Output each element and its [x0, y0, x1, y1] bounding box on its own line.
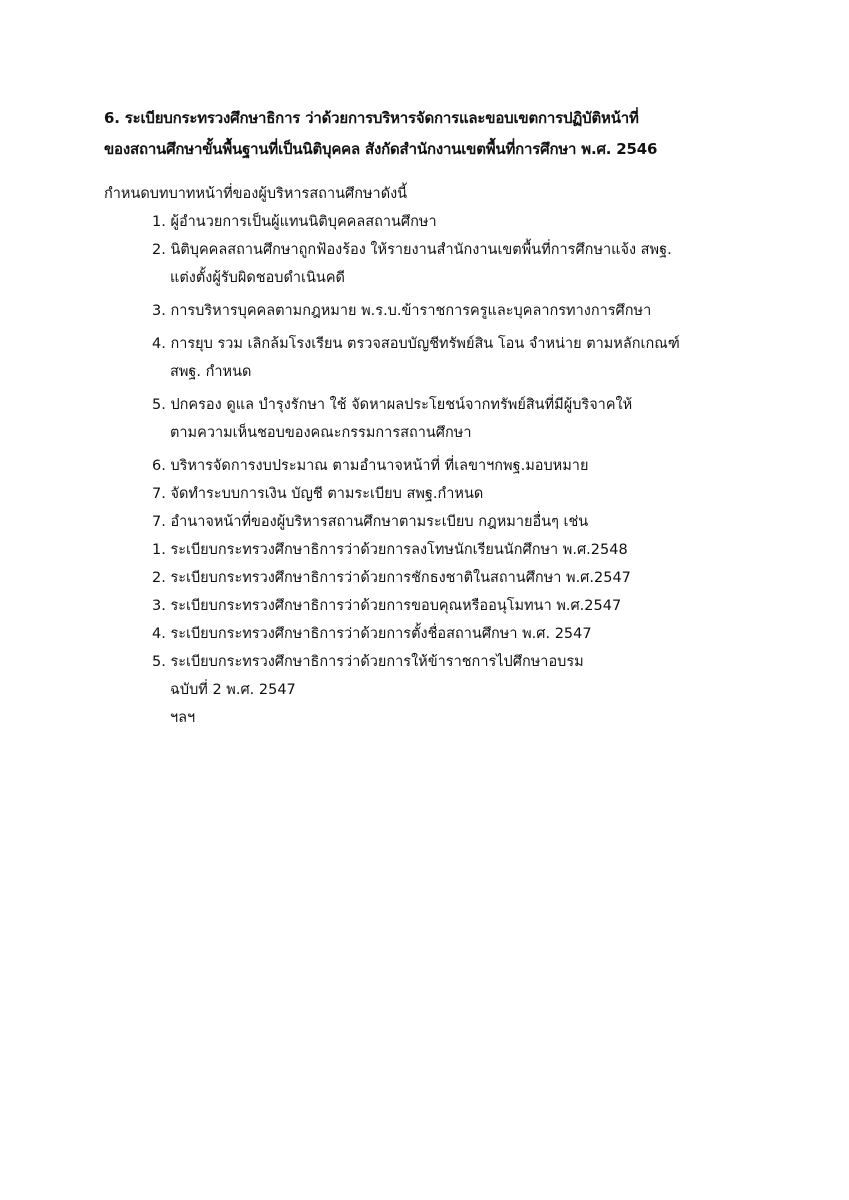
list-item — [152, 620, 812, 648]
list-item-text: 5. ปกครอง ดูแล บำรุงรักษา ใช้ จัดหาผลประโยชน์จากทรัพย์สินที่มีผู้บริจาคให้ — [152, 397, 633, 413]
list-item — [152, 592, 812, 620]
list-item-text: 7. จัดทำระบบการเงิน บัญชี ตามระเบียบ สพฐ.กำหนด — [152, 486, 484, 502]
list-item-continuation: ตามความเห็นชอบของคณะกรรมการสถานศึกษา — [170, 425, 472, 441]
list-item — [152, 452, 812, 480]
list-item — [152, 236, 812, 292]
list-item-text: 3. ระเบียบกระทรวงศึกษาธิการว่าด้วยการขอบคุณหรืออนุโมทนา พ.ศ.2547 — [152, 598, 622, 614]
list-item — [152, 297, 812, 325]
list-item-text: 7. อำนาจหน้าที่ของผู้บริหารสถานศึกษาตามระเบียบ กฎหมายอื่นๆ เช่น — [152, 514, 589, 530]
list-item-text: 4. การยุบ รวม เลิกล้มโรงเรียน ตรวจสอบบัญชีทรัพย์สิน โอน จำหน่าย ตามหลักเกณฑ์ — [152, 336, 680, 352]
duties-list — [152, 208, 812, 732]
list-item-text: 2. นิติบุคคลสถานศึกษาถูกฟ้องร้อง ให้รายงานสำนักงานเขตพื้นที่การศึกษาแจ้ง สพฐ. — [152, 242, 672, 258]
list-item — [152, 508, 812, 536]
list-item — [152, 536, 812, 564]
list-item-text: 5. ระเบียบกระทรวงศึกษาธิการว่าด้วยการให้ข้าราชการไปศึกษาอบรม — [152, 654, 584, 670]
list-item — [152, 208, 812, 236]
list-item-continuation: ฉบับที่ 2 พ.ศ. 2547 — [170, 682, 296, 698]
title-line-2: ของสถานศึกษาขั้นพื้นฐานที่เป็นนิติบุคคล สังกัดสำนักงานเขตพื้นที่การศึกษา พ.ศ. 2546 — [104, 140, 658, 158]
list-item-text: 2. ระเบียบกระทรวงศึกษาธิการว่าด้วยการชักธงชาติในสถานศึกษา พ.ศ.2547 — [152, 570, 631, 586]
list-item-continuation: สพฐ. กำหนด — [170, 364, 252, 380]
document-title — [104, 103, 804, 165]
list-item — [152, 480, 812, 508]
list-item-text: 1. ผู้อำนวยการเป็นผู้แทนนิติบุคคลสถานศึกษา — [152, 214, 437, 230]
title-line-1: 6. ระเบียบกระทรวงศึกษาธิการ ว่าด้วยการบริหารจัดการและขอบเขตการปฏิบัติหน้าที่ — [104, 109, 639, 127]
list-item — [152, 648, 812, 704]
list-item — [152, 330, 812, 386]
list-item-text: 1. ระเบียบกระทรวงศึกษาธิการว่าด้วยการลงโทษนักเรียนนักศึกษา พ.ศ.2548 — [152, 542, 628, 558]
list-item-continuation: แต่งตั้งผู้รับผิดชอบดำเนินคดี — [170, 270, 345, 286]
list-item-text: 6. บริหารจัดการงบประมาณ ตามอำนาจหน้าที่ ที่เลขาฯกพฐ.มอบหมาย — [152, 458, 589, 474]
list-item — [152, 564, 812, 592]
intro-text: กำหนดบทบาทหน้าที่ของผู้บริหารสถานศึกษาดังนี้ — [104, 186, 408, 202]
ending-mark: ฯลฯ — [170, 710, 196, 726]
list-item-text: 4. ระเบียบกระทรวงศึกษาธิการว่าด้วยการตั้งชื่อสถานศึกษา พ.ศ. 2547 — [152, 626, 592, 642]
list-item-text: 3. การบริหารบุคคลตามกฎหมาย พ.ร.บ.ข้าราชการครูและบุคลากรทางการศึกษา — [152, 303, 652, 319]
list-item — [152, 391, 812, 447]
